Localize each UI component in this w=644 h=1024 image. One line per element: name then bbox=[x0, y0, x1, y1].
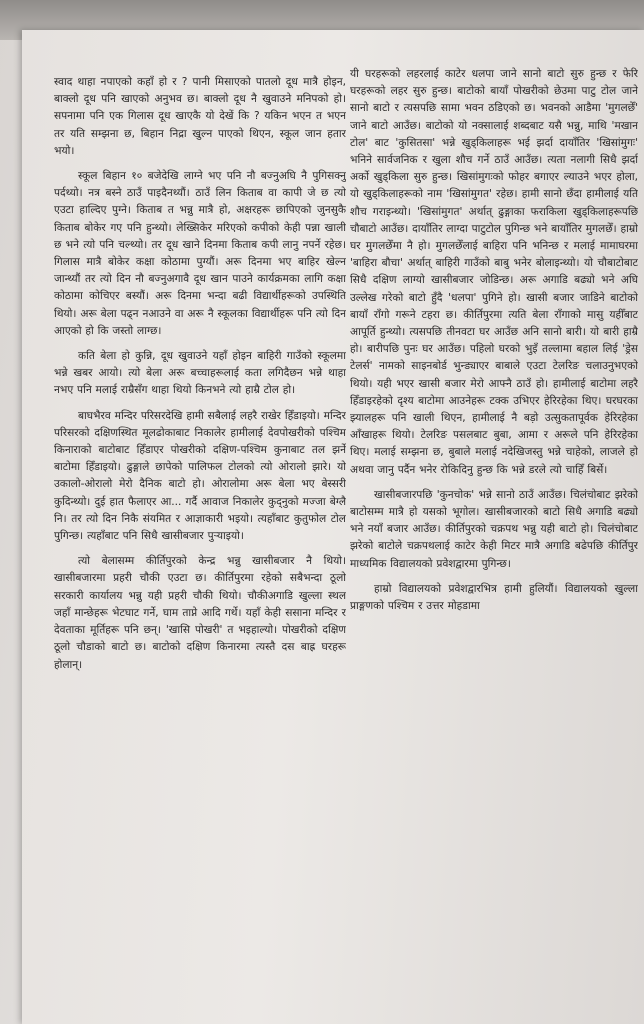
right-paragraph-3: हाम्रो विद्यालयको प्रवेशद्वारभित्र हामी हुलियौं। विद्यालयको खुल्ला प्राङ्गणको पश्चिम र उत्तर मोहडामा bbox=[350, 582, 638, 613]
right-paragraph-2: खासीबजारपछि 'कुनचोक' भन्ने सानो ठाउँ आउँछ। चिलंचोबाट झरेको बाटोसम्म मात्रै हो यसको भूगोल। खासीबजारको बाटो सिधै अगाडि बढ्यो भने नयाँ बजार आउँछ। कीर्तिपुरको चक्रपथ भन्नु यही बाटो हो। चिलंचोबाट झरेको बाटोले चक्रपथलाई काटेर केही मिटर मात्रै अगाडि बढेपछि कीर्तिपुर माध्यमिक विद्यालयको प्रवेशद्वारमा पुगिन्छ। bbox=[350, 488, 638, 570]
left-paragraph-4: बाघभैरव मन्दिर परिसरदेखि हामी सबैलाई लहरै राखेर हिँडाइयो। मन्दिर परिसरको दक्षिणस्थित मूलढोकाबाट निकालेर हामीलाई देवपोखरीको पश्चिम किनाराको बाटोबाट हिँडाएर पोखरीको दक्षिण-पश्चिम कुनाबाट तल झर्ने बाटोमा हिँडाइयो। ढुङ्गाले छापेको पालिफल टोलको त्यो ओरालो झारे। यो उकालो-ओरालो मेरो दैनिक बाटो हो। ओरालोमा अरू बेला भए बेस्सरी कुदिन्थ्यो। दुई हात फैलाएर आ... गर्दै आवाज निकालेर कुद्नुको मज्जा बेग्लै नि। तर त्यो दिन निकै संयमित र आज्ञाकारी भइयो। त्यहाँबाट कुतुफोल टोल पुगिन्छ। त्यहाँबाट पनि सिधै खासीबजार पुऱ्याइयो। bbox=[54, 409, 346, 543]
left-paragraph-2: स्कूल बिहान १० बजेदेखि लाग्ने भए पनि नौ बज्नुअघि नै पुगिसक्नु पर्दथ्यो। नत्र बस्ने ठाउँ पाइदैनथ्यौं। ठाउँ लिन किताब वा कापी जे छ त्यो एउटा हाल्दिए पुग्ने। किताब त भन्नु मात्रै हो, अक्षरहरू छापिएको जुनसुकै किताब बोकेर गए पनि हुन्थ्यो। लेख्सिकेर मरिएको कपीको केही पन्ना खाली छ भने त्यो पनि चल्थ्यो। तर दूध खाने दिनमा किताब कपी लानु नपर्ने रहेछ। गिलास मात्रै बोकेर कक्षा कोठामा पुग्यौं। अरू दिनमा भए बाहिर खेल्न जान्थ्यौं तर त्यो दिन नौ बज्नुअगावै दूध खान पाउने कार्यक्रमका लागि कक्षा कोठामा कोचिएर बस्यौं। अरू दिनमा भन्दा बढी विद्यार्थीहरूको उपस्थिति थियो। अरू बेला पढ्न नआउने वा अरू नै स्कूलका विद्यार्थीहरू पनि त्यो दिन आएको हो कि जस्तो लाग्छ। bbox=[54, 170, 346, 337]
left-paragraph-1: स्वाद थाहा नपाएको कहाँ हो र ? पानी मिसाएको पातलो दूध मात्रै होइन, बाक्लो दूध पनि खाएको अनुभव छ। बाक्लो दूध नै खुवाउने मनिपको हो। सपनामा पनि एक गिलास दूध खाएकै यो देखें कि ? यकिन भएन त भएन तर यति सम्झना छ, बिहान निद्रा खुल्न पाएको थिएन, स्कूल जान हतार भयो। bbox=[54, 76, 346, 157]
right-paragraph-1: यी घरहरूको लहरलाई काटेर धलपा जाने सानो बाटो सुरु हुन्छ र फेरि घरहरूको लहर सुरु हुन्छ। बाटोको बायाँ पोखरीको छेउमा पाटु टोल जाने सानो बाटो र त्यसपछि सामा भवन ठडिएको छ। भवनको आडैमा 'मुगलछेँ' जाने बाटो आउँछ। बाटोको यो नक्सालाई शब्दबाट यसै भन्नु, माथि 'मखान टोल' बाट 'कुसितसा' भन्ने खुड्किलाहरू भई झर्दा दायाँतिर 'खिसांमुगः' भनिने सार्वजनिक र खुला शौच गर्ने ठाउँ आउँछ। त्यता नलागी सिधै झर्दा अर्को खुड्किला सुरु हुन्छ। खिसांमुगःको फोहर बगाएर ल्याउने भएर होला, यो खुड्किलाहरूको नाम 'खिसांमुगत' रहेछ। हामी सानो छँदा हामीलाई यति शौच गराइन्थ्यो। 'खिसांमुगत' अर्थात् ढुङ्गाका फराकिला खुड्किलाहरूपछि चौबाटो आउँछ। दायाँतिर लाग्दा पाटुटोल पुगिन्छ भने बायाँतिर मुगलछेँ। हाम्रो घर मुगलछेँमा नै हो। मुगलछेँलाई बाहिरा पनि भनिन्छ र मलाई मामाघरमा 'बाहिरा बौचा' अर्थात् बाहिरी गाउँको बाबु भनेर बोलाइन्थ्यो। यो चौबाटोबाट सिधै दक्षिण लाग्यो खासीबजार जोडिन्छ। अरू अगाडि बढ्यो भने अघि उल्लेख गरेको बाटो हुँदै 'धलपा' पुगिने हो। खासी बजार जाडिने बाटोको बायाँ राँगो गरूने टहरा छ। कीर्तिपुरमा त्यति बेला राँगाको मासु यहीँबाट आपूर्ति हुन्थ्यो। त्यसपछि तीनवटा घर आउँछ अनि सानो बारी। यो बारी हाम्रै हो। बारीपछि पुनः घर आउँछ। पहिलो घरको भुइँ तल्लामा बहाल लिई 'ड्रेस टेलर्स' नामको साइनबोर्ड भुन्ड्याएर बाबाले एउटा टेलरिङ चलाउनुभएको थियो। यही भएर खासी बजार मेरो आफ्नै ठाउँ हो। हामीलाई बाटोमा लहरै हिँडाइरहेको दृश्य बाटोमा आउनेहरू टक्क उभिएर हेरिरहेका थिए। घरघरका झ्यालहरू पनि खाली थिएन, हामीलाई नै बड़ो उत्सुकतापूर्वक हेरिरहेका आँखाहरू थियो। टेलरिङ पसलबाट बुबा, आमा र अरूले पनि हेरिरहेका थिए। मलाई सम्झना छ, बुबाले मलाई नदेखिजस्तु भन्ने चाहेको, लाजले हो अथवा जानु पर्दैन भनेर रोकिदिनु हुन्छ कि भन्ने डरले त्यो चाहिँ बिर्से। bbox=[350, 68, 638, 476]
right-column bbox=[350, 66, 638, 1016]
left-paragraph-5: त्यो बेलासम्म कीर्तिपुरको केन्द्र भन्नु खासीबजार नै थियो। खासीबजारमा प्रहरी चौकी एउटा छ। कीर्तिपुरमा रहेको सबैभन्दा ठूलो सरकारी कार्यालय भन्नु यही प्रहरी चौकी थियो। चौकीअगाडि खुल्ला स्थल जहाँ मान्छेहरू भेटघाट गर्ने, घाम ताप्ने आदि गर्थे। यहाँ केही ससाना मन्दिर र देवताका मूर्तिहरू पनि छन्। 'खासि पोखरी' त भइहाल्यो। पोखरीको दक्षिण ठूलो चौडाको बाटो छ। बाटोको दक्षिण किनारमा त्यस्तै दस बाह्र घरहरू होलान्। bbox=[54, 555, 346, 671]
left-paragraph-3: कति बेला हो कुन्नि, दूध खुवाउने यहाँ होइन बाहिरी गाउँको स्कूलमा भन्ने खबर आयो। त्यो बेला अरू बच्चाहरूलाई कता लगिदैछन भन्ने थाहा नभए पनि मलाई राम्रैसँग थाहा थियो किनभने त्यो हाम्रै टोल हो। bbox=[54, 350, 346, 397]
left-column bbox=[54, 74, 346, 1019]
